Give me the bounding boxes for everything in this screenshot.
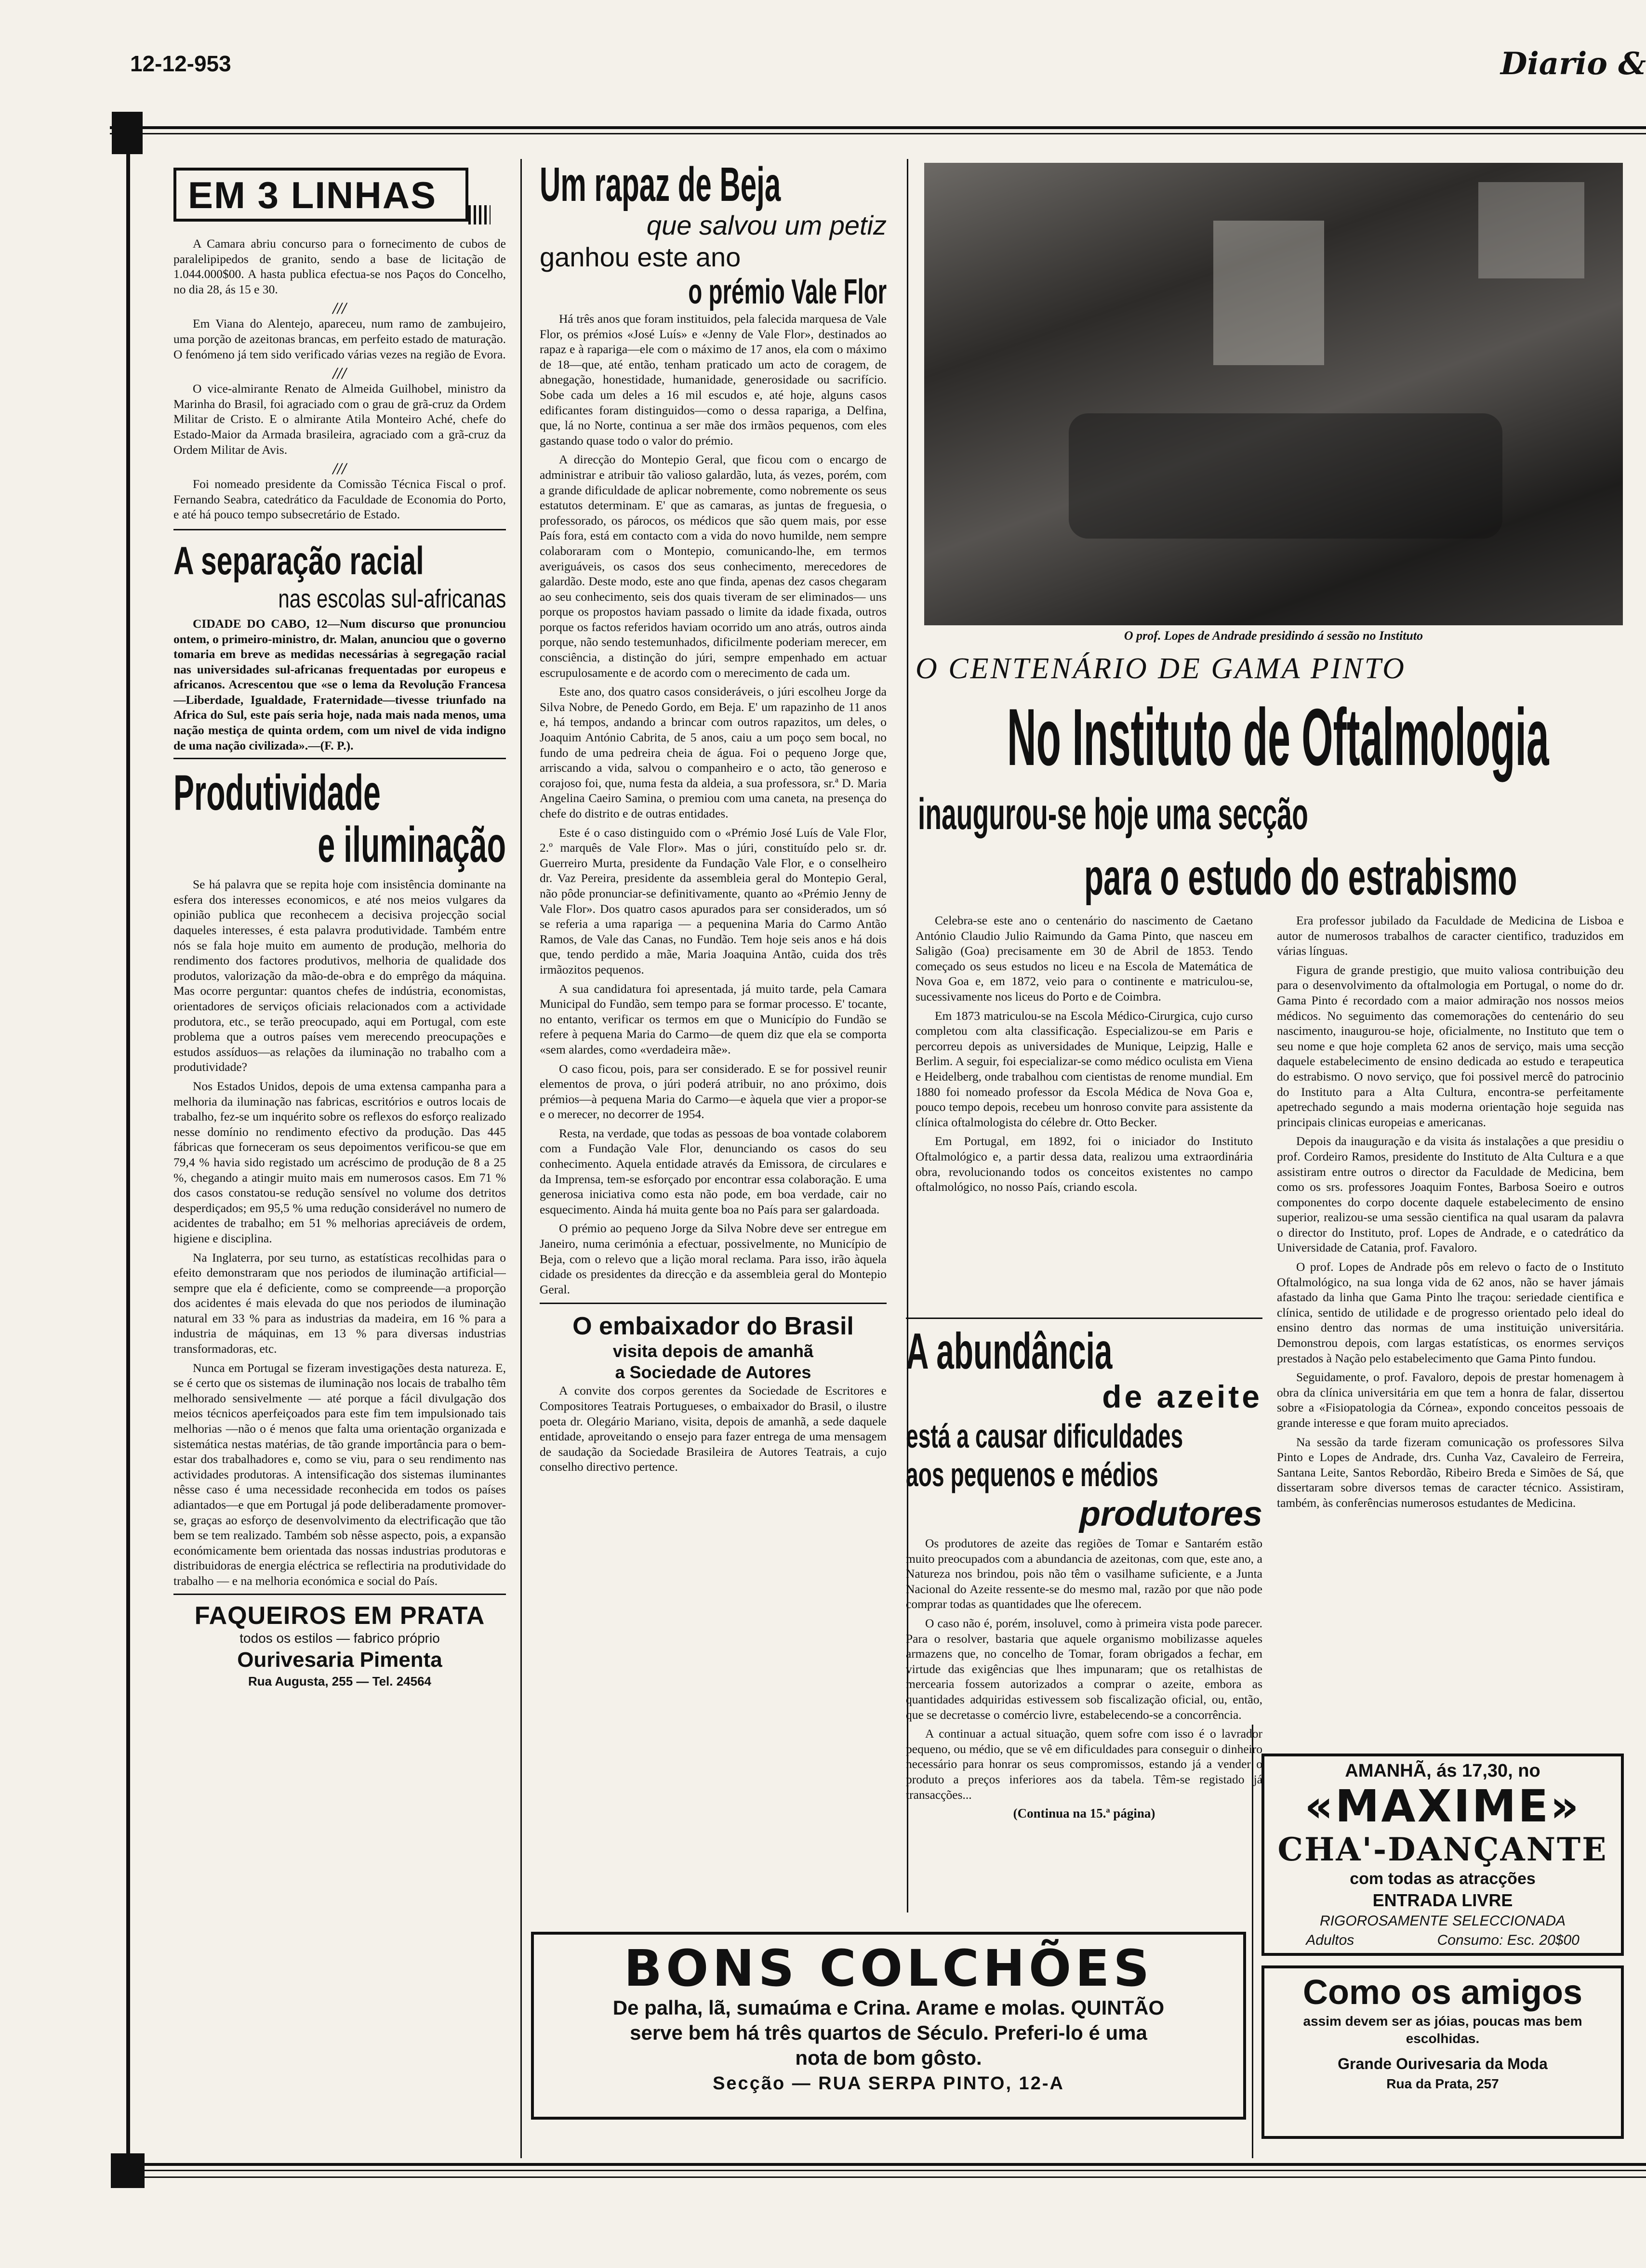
header-rule-thin: [110, 133, 1646, 134]
ad-faqueiros-name: Ourivesaria Pimenta: [237, 1648, 442, 1672]
section-rule: [173, 529, 506, 530]
ad-faqueiros-title: FAQUEIROS EM PRATA: [194, 1601, 485, 1630]
azeite-headline: A abundância: [906, 1323, 1113, 1380]
azeite-article: [906, 1318, 1262, 1925]
gama-paragraph: Depois da inauguração e da visita ás instalações a que presidiu o prof. Cordeiro Ramos, presidente do Instituto de Alta Cultura e a que assistiram entre outros o director da Faculdade de Medicina, bem como os srs. professores Joaquim Fontes, Barbosa Soeiro e outros componentes do corpo docente daquele estabelecimento de ensino superior, realizou-se uma sessão cientifica na qual usaram da palavra o director do Instituto, prof. Lopes de Andrade, e o catedrático da Universidade de Catania, prof. Favaloro.: [1277, 1134, 1624, 1255]
separacao-headline: A separação racial: [173, 539, 424, 583]
embaixador-subhead: visita depois de amanhã: [612, 1341, 814, 1361]
azeite-subhead-3: produtores: [1079, 1495, 1262, 1533]
rapaz-paragraph: Este é o caso distinguido com o «Prémio José Luís de Vale Flor, 2.º marquês de Vale Flor». Mas o júri, constituído pelo sr. dr. Guerreiro Murta, presidente da Fundação Vale Flor, e o conselheiro dr. Vaz Pereira, presidente da assembleia geral do Montepio Geral, não pôde pronunciar-se definitivamente, quanto ao «Prémio Jenny de Vale Flor». Dos quatro casos apurados para ser considerados, um só se referia a uma rapariga — a pequenina Maria do Carmo Antão Ramos, de Vale das Canas, no Fundão. Tem hoje seis anos e há dois que, tendo perdido a mãe, Maria Joaquina Antão, cuida dos três irmãozitos pequenos.: [540, 825, 887, 976]
gama-paragraph: Figura de grande prestigio, que muito valiosa contribuição deu para o desenvolvimento da oftalmologia em Portugal, o nome do dr. Gama Pinto é recordado com a maior admiração nos nossos meios médicos. No seguimento das comemorações do centenário do seu nascimento, inaugurou-se hoje, oficialmente, no Instituto que tem o seu nome e que hoje completa 62 anos de serviço, mais uma secção daquele estabelecimento de ensino dedicada ao estudo e terapeutica do estrabismo. O novo serviço, que foi possivel mercê do patrocinio do Instituto para a Alta Cultura, encontra-se perfeitamente apetrechado segundo a mais moderna orientação hoje seguida nas principais clinicas europeias e americanas.: [1277, 963, 1624, 1129]
ad-maxime-event: CHA'-DANÇANTE: [1277, 1831, 1608, 1868]
ad-amigos-address: Rua da Prata, 257: [1386, 2076, 1499, 2091]
header-rule: [110, 126, 1646, 129]
gama-column-2: [1277, 913, 1624, 1751]
em3linhas-title: EM 3 LINHAS: [188, 174, 437, 216]
ad-amigos-title: Como os amigos: [1302, 1973, 1583, 2012]
azeite-paragraph: Os produtores de azeite das regiões de Tomar e Santarém estão muito preocupados com a abundancia de azeitonas, com que, este ano, a Natureza nos brindou, pois não têm o vasilhame suficiente, e a Junta Nacional do Azeite ressente-se do mesmo mal, razão por que não pode comprar todas as quantidades que lhe oferecem.: [906, 1536, 1262, 1611]
rapaz-paragraph: A sua candidatura foi apresentada, já muito tarde, pela Camara Municipal do Fundão, sem tempo para se formar processo. E' tocante, no entanto, verificar os termos em que o Município do Fundão se refere à pequena Maria do Carmo—de quem diz que ela se comporta «sem alardes, como «verdadeira mãe».: [540, 981, 887, 1056]
gama-paragraph: Na sessão da tarde fizeram comunicação os professores Silva Pinto e Lopes de Andrade, drs. Cunha Vaz, Cavaleiro de Ferreira, Santana Leite, Santos Rebordão, Ribeiro Breda e Simões de Sá, que dissertaram sobre diversos temas de caracter técnico. Assistiram, também, às conferências numerosos estudantes de Medicina.: [1277, 1435, 1624, 1510]
azeite-subhead: está a causar dificuldades: [906, 1417, 1183, 1455]
gama-subhead: inaugurou-se hoje uma secção: [918, 790, 1308, 839]
separator: ///: [332, 365, 347, 382]
ad-faqueiros-line: todos os estilos — fabrico próprio: [239, 1630, 440, 1646]
section-rule: [173, 758, 506, 759]
azeite-paragraph: A continuar a actual situação, quem sofre com isso é o lavrador pequeno, ou médio, que se vê em dificuldades para conseguir o dinheiro necessário para honrar os seus compromissos, estando já a vender o produto a preços inferiores aos da tabela. Têm-se registado já transacções...: [906, 1727, 1262, 1802]
section-rule: [173, 1594, 506, 1595]
separacao-text: CIDADE DO CABO, 12—Num discurso que pronunciou ontem, o primeiro-ministro, dr. Malan, anunciou que o governo tomaria em breve as medidas necessárias à segregação racial nas universidades sul-africanas frequentadas por europeus e africanos. Acrescentou que «se o lema da Revolução Francesa—Liberdade, Igualdade, Fraternidade—tivesse triunfado na Africa do Sul, este país seria hoje, nada mais nada menos, uma nação mestiça de quinta ordem, com um nivel de vida indigno de uma nação civilizada».—(F. P.).: [173, 616, 506, 752]
gama-column-1: [916, 913, 1253, 1313]
ad-faqueiros: [173, 1602, 506, 1689]
produtividade-headline: Produtividade: [173, 765, 381, 821]
rapaz-paragraph: Este ano, dos quatro casos consideráveis, o júri escolheu Jorge da Silva Nobre, de Penedo Gordo, em Beja. E' um rapazinho de 11 anos e, há tempos, andando a brincar com outros rapazitos, um deles, o Joaquim António Cabrita, de 5 anos, caiu a um poço sem bocal, no fundo de uma pedreira cheia de água. Foi o pequeno Jorge que, arriscando a vida, salvou o companheiro e o acto, tão generoso e corajoso foi, que, numa festa da aldeia, a sua professora, sr.ª D. Maria Angelina Caeiro Samina, o premiou com uma caneta, na presença do chefe do distrito e de outras entidades.: [540, 685, 887, 820]
embaixador-text: A convite dos corpos gerentes da Sociedade de Escritores e Compositores Teatrais Portugueses, o embaixador do Brasil, o ilustre poeta dr. Olegário Mariano, visita, depois de amanhã, a sede daquele entidade, aproveitando o ensejo para fazer entrega de uma mensagem de saudação da Sociedade Brasileira de Autores Teatrais, a cujo conselho directivo pertence.: [540, 1384, 887, 1474]
ad-colchoes-title: BONS COLCHÕES: [624, 1939, 1154, 1998]
ad-amigos-line: assim devem ser as jóias, poucas mas bem escolhidas.: [1303, 2014, 1582, 2046]
ad-maxime-line4b: Consumo: Esc. 20$00: [1437, 1932, 1580, 1948]
gama-paragraph: Seguidamente, o prof. Favaloro, depois de prestar homenagem à obra da clínica universitária em que tem a honra de falar, dissertou sobre a «Fisiopatologia da Córnea», expondo conceitos pessoais de grande interesse e que foram muito apreciados.: [1277, 1370, 1624, 1430]
margin-rule: [126, 154, 130, 2153]
rapaz-paragraph: Resta, na verdade, que todas as pessoas de boa vontade colaborem com a Fundação Vale Flor, denunciando os casos do seu conhecimento. Aquela entidade através da Emissora, de circulares e da Imprensa, tem-se esforçado por encontrar essa colaboração. E uma generosa iniciativa como esta não pode, em boa verdade, cair no esquecimento. Ainda há muita gente boa no País para ser galardoada.: [540, 1126, 887, 1216]
produtividade-paragraph: Se há palavra que se repita hoje com insistência dominante na esfera dos interesses economicos, e até nos meios vulgares da opinião publica que reconhecem a decisiva projecção social daqueles interesses, é esta palavra produtividade. Também entre nós se fala hoje muito em aumento de produção, melhoria do rendimento dos factores produtivos, melhoria de qualidade dos produtos, valorização da mão-de-obra e do emprêgo da máquina. Mas ocorre perguntar: quantos chefes de indústria, economistas, orientadores de serviços oficiais relacionados com a actividade produtora, etc., se terão preocupado, aqui em Portugal, com este problema que a outros países vem merecendo preocupações e estudos assíduos—as relações da iluminação no trabalho com a produtividade?: [173, 877, 506, 1074]
separator: ///: [332, 461, 347, 477]
masthead: Diario &: [1500, 46, 1646, 82]
azeite-headline-2: de azeite: [1102, 1379, 1262, 1414]
section-rule: [540, 1303, 887, 1304]
page-date: 12-12-953: [130, 51, 231, 76]
section-rule: [906, 1318, 1262, 1319]
ad-faqueiros-address: Rua Augusta, 255 — Tel. 24564: [248, 1674, 432, 1688]
ad-maxime: [1261, 1754, 1624, 1956]
footer-rule-thin: [145, 2176, 1646, 2178]
separacao-subhead: nas escolas sul-africanas: [278, 584, 506, 613]
rapaz-paragraph: Há três anos que foram instituidos, pela falecida marquesa de Vale Flor, os prémios «José Luís» e «Jenny de Vale Flor», destinados ao rapaz e à rapariga—ele com o máximo de 17 anos, ela com o máximo de 18—que, até então, tenham praticado um acto de coragem, de abnegação, honestidade, humanidade, generosidade ou sacrifício. Sobe cada um deles a 16 mil escudos e, até hoje, alguns casos edificantes foram distinguidos—como o dessa rapariga, a Delfina, que, lá no Norte, continua a ser mãe dos irmãos pequenos, com eles gastando quase todo o valor do prémio.: [540, 312, 887, 448]
azeite-paragraph: O caso não é, porém, insoluvel, como à primeira vista pode parecer. Para o resolver, bastaria que aquele organismo mobilizasse aqueles armazens que, no concelho de Tomar, foram obrigados a fechar, em virtude das exigências que lhes impunaram; que os retalhistas de mercearia fossem autorizados a comprar o azeite, embora as quantidades adquiridas estivessem sob fiscalização oficial, ou, então, que se decretasse o comércio livre, estabelecendo-se a concorrência.: [906, 1616, 1262, 1722]
rapaz-subhead: que salvou um petiz: [646, 210, 887, 240]
azeite-subhead-2: aos pequenos e médios: [906, 1456, 1158, 1493]
gama-paragraph: O prof. Lopes de Andrade pôs em relevo o facto de o Instituto Oftalmológico, na sua longa vida de 62 anos, não se haver jámais afastado da linha que Gama Pinto lhe traçou: seriedade cientifica e clínica, sentido de utilidade e de progresso orientado pelo ideal do ensino dentro das normas de uma instituição universitária. Demonstrou depois, com largas estatísticas, os enormes serviços prestados à Nação pelo estabelecimento que Gama Pinto fundou.: [1277, 1260, 1624, 1365]
photo-window: [1478, 182, 1584, 278]
margin-block-bottom: [111, 2153, 145, 2188]
gama-headline: No Instituto de Oftalmologia: [1007, 692, 1549, 782]
ad-colchoes-line3: nota de bom gôsto.: [795, 2046, 982, 2069]
photo-audience: [1069, 413, 1502, 539]
ad-amigos-name: Grande Ourivesaria da Moda: [1338, 2055, 1548, 2072]
ad-maxime-name: «MAXIME»: [1304, 1780, 1581, 1832]
margin-block: [112, 112, 143, 154]
continua-note: (Continua na 15.ª página): [1013, 1806, 1155, 1821]
ad-colchoes-address: Secção — RUA SERPA PINTO, 12-A: [713, 2073, 1064, 2094]
photo-figure: [1213, 221, 1324, 365]
rapaz-headline-2: o prémio Vale Flor: [688, 273, 887, 311]
gama-paragraph: Celebra-se este ano o centenário do nascimento de Caetano António Claudio Julio Raimundo da Gama Pinto, que nasceu em Saligão (Goa) precisamente em 30 de Abril de 1853. Tendo começado os seus estudos no liceu e na Escola de Matemática de Nova Goa e, em 1872, veio para o continente e matriculou-se, sucessivamente nos liceus do Porto e de Coimbra.: [916, 913, 1253, 1003]
ad-amigos: [1261, 1965, 1624, 2139]
footer-rule: [145, 2163, 1646, 2166]
gama-kicker: O CENTENÁRIO DE GAMA PINTO: [916, 652, 1406, 685]
gama-paragraph: Em 1873 matriculou-se na Escola Médico-Cirurgica, cujo curso completou com alta classificação. Especializou-se em Paris e percorreu depois as universidades de Munique, Leipzig, Halle e Berlim. A seguir, foi especializar-se como médico oculista em Viena e Heidelberg, onde trabalhou com cientistas de renome mundial. Em 1880 foi nomeado professor da Escola Médica de Nova Goa e, pouco tempo depois, recebeu um honroso convite para assistente da clínica oftalmologista do célebre dr. Otto Becker.: [916, 1008, 1253, 1129]
column-middle: [540, 159, 887, 1917]
news-photo: [924, 163, 1623, 625]
brief-item: Foi nomeado presidente da Comissão Técnica Fiscal o prof. Fernando Seabra, catedrático da Faculdade de Economia do Porto, e até há pouco tempo subsecretário de Estado.: [173, 477, 506, 522]
embaixador-subhead-2: a Sociedade de Autores: [615, 1362, 811, 1383]
brief-item: A Camara abriu concurso para o fornecimento de cubos de paralelipipedos de granito, sendo a base de licitação de 1.044.000$00. A hasta publica efectua-se nos Paços do Concelho, no dia 28, ás 15 e 30.: [173, 237, 506, 296]
rapaz-subhead-2: ganhou este ano: [540, 242, 741, 272]
rapaz-paragraph: O prémio ao pequeno Jorge da Silva Nobre deve ser entregue em Janeiro, numa cerimónia a efectuar, possivelmente, no Município de Beja, com o relevo que a lição moral reclama. Para isso, irão àquela cidade os presidentes da direcção e da assembleia geral do Montepio Geral.: [540, 1221, 887, 1296]
ad-maxime-line2: ENTRADA LIVRE: [1372, 1890, 1513, 1910]
ad-maxime-top: AMANHÃ, ás 17,30, no: [1345, 1761, 1540, 1781]
ad-maxime-line1: com todas as atracções: [1350, 1870, 1536, 1888]
ad-colchoes-line2: serve bem há três quartos de Século. Preferi-lo é uma: [630, 2021, 1147, 2044]
photo-caption: O prof. Lopes de Andrade presidindo á sessão no Instituto: [1124, 629, 1423, 643]
footer-rule-thin: [145, 2170, 1646, 2171]
gama-paragraph: Em Portugal, em 1892, foi o iniciador do Instituto Oftalmológico e, a partir dessa data, realizou uma extraordinária obra, revolucionando todos os conceitos existentes no campo oftalmológico, no nosso País, criando escola.: [916, 1134, 1253, 1194]
produtividade-headline-2: e iluminação: [318, 817, 506, 873]
embaixador-headline-block: [540, 1312, 887, 1383]
rapaz-paragraph: O caso ficou, pois, para ser considerado. E se for possivel reunir elementos de prova, o júri poderá atribuir, no ano próximo, dois prémios—à pequena Maria do Carmo—e àquela que vier a propor-se e o merecer, no decorrer de 1954.: [540, 1061, 887, 1121]
produtividade-paragraph: Na Inglaterra, por seu turno, as estatísticas recolhidas para o efeito demonstraram que nos periodos de iluminação artificial—sempre que ela é deficiente, como se compreende—a proporção dos acidentes é mais elevada do que nos periodos de iluminação natural em 33 % para as industrias da madeira, em 16 % para a industria de máquinas, em 13 % para diversas industrias transformadoras, etc.: [173, 1250, 506, 1356]
column-rule: [520, 159, 522, 2158]
ad-maxime-line3: RIGOROSAMENTE SELECCIONADA: [1319, 1913, 1566, 1929]
produtividade-paragraph: Nos Estados Unidos, depois de uma extensa campanha para a melhoria da iluminação nas fabricas, escritórios e outros locais de trabalho, fez-se um inquérito sobre os reflexos do esforço realizado nesse domínio no rendimento efectivo da produção. Das 445 fábricas que forneceram os seus depoimentos verificou-se que em 79,4 % havia sido registado um acréscimo de produção de 8 a 25 %, chegando a atingir muito mais em numerosos casos. Em 71 % dos casos constatou-se redução sensível no volume dos detritos desperdiçados; em 95,5 % uma redução considerável no numero de acidentes de trabalho; em 51 % melhorias apreciáveis de ordem, higiene e disciplina.: [173, 1079, 506, 1245]
box-shadow-hatch: [468, 205, 491, 224]
column-left: [173, 164, 506, 2158]
gama-paragraph: Era professor jubilado da Faculdade de Medicina de Lisboa e autor de numerosos trabalhos de caracter cientifico, traduzidos em várias línguas.: [1277, 913, 1624, 958]
embaixador-headline: O embaixador do Brasil: [572, 1312, 854, 1341]
rapaz-paragraph: A direcção do Montepio Geral, que ficou com o encargo de administrar e atribuir tão valioso galardão, luta, ás vezes, porém, com a grande dificuldade de aplicar nobremente, como nobremente os seus estatutos determinam. E' que as camaras, as juntas de freguesia, o professorado, os párocos, os médicos que são quem mais, por esse País fora, está em contacto com a vida do novo humilde, nem sempre colaboraram com o Montepio, comunicando-lhe, em termos averiguáveis, os casos dos seus conhecimento, merecedores de galardão. Deste modo, este ano que finda, apenas dez casos chegaram ao seu conhecimento, seis dos quais tiveram de ser eliminados— uns porque os propostos haviam passado o limite da idade fixada, outros porque os factos referidos haviam ocorrido um ano atrás, outros ainda porque, não sendo testemunhados, dificilmente poderiam merecer, em consciência, a distinção do júri, sempre empenhado em actuar escrupulosamente e de acordo com o merecimento de cada um.: [540, 452, 887, 680]
ad-colchoes: [531, 1932, 1246, 2120]
gama-headline-2: para o estudo do estrabismo: [1084, 849, 1517, 906]
produtividade-paragraph: Nunca em Portugal se fizeram investigações desta natureza. E, se é certo que os sistemas de iluminação nos locais de trabalho têm melhorado sensivelmente — até porque a fácil divulgação dos meios técnicos aperfeiçoados para este fim tem impulsionado tais melhorias —não o é menos que falta uma orientação organizada e sistemática nestas matérias, de tão grande importância para o bem-estar dos trabalhadores e, como se viu, para o seu rendimento nas actividades produtoras. A intensificação dos sistemas iluminantes nêsse caso é uma necessidade reconhecida em todos os países adiantados—e que em Portugal já pode deliberadamente promover-se, graças ao esforço de desenvolvimento da electrificação que tão bem se tem realizado. Também sob nêsse aspecto, pois, a expansão económicamente bem orientada das nossas industrias produtoras e distribuidoras de energia eléctrica se reflectiria na produtividade do trabalho — e na melhoria económica e social do País.: [173, 1360, 506, 1588]
brief-item: O vice-almirante Renato de Almeida Guilhobel, ministro da Marinha do Brasil, foi agraciado com o grau de grã-cruz da Ordem Militar de Cristo. E o almirante Atila Monteiro Aché, chefe do Estado-Maior da Armada brasileira, agraciado com a grã-cruz da Ordem Militar de Avis.: [173, 382, 506, 457]
brief-item: Em Viana do Alentejo, apareceu, num ramo de zambujeiro, uma porção de azeitonas brancas, em perfeito estado de maturação. O fenómeno já tem sido verificado várias vezes na região de Evora.: [173, 316, 506, 361]
ad-colchoes-line1: De palha, lã, sumaúma e Crina. Arame e molas. QUINTÃO: [612, 1996, 1165, 2019]
rapaz-headline: Um rapaz de Beja: [540, 159, 781, 211]
ad-maxime-prices: [1264, 1931, 1621, 1950]
separator: ///: [332, 300, 347, 316]
ad-maxime-line4a: Adultos: [1306, 1932, 1354, 1948]
